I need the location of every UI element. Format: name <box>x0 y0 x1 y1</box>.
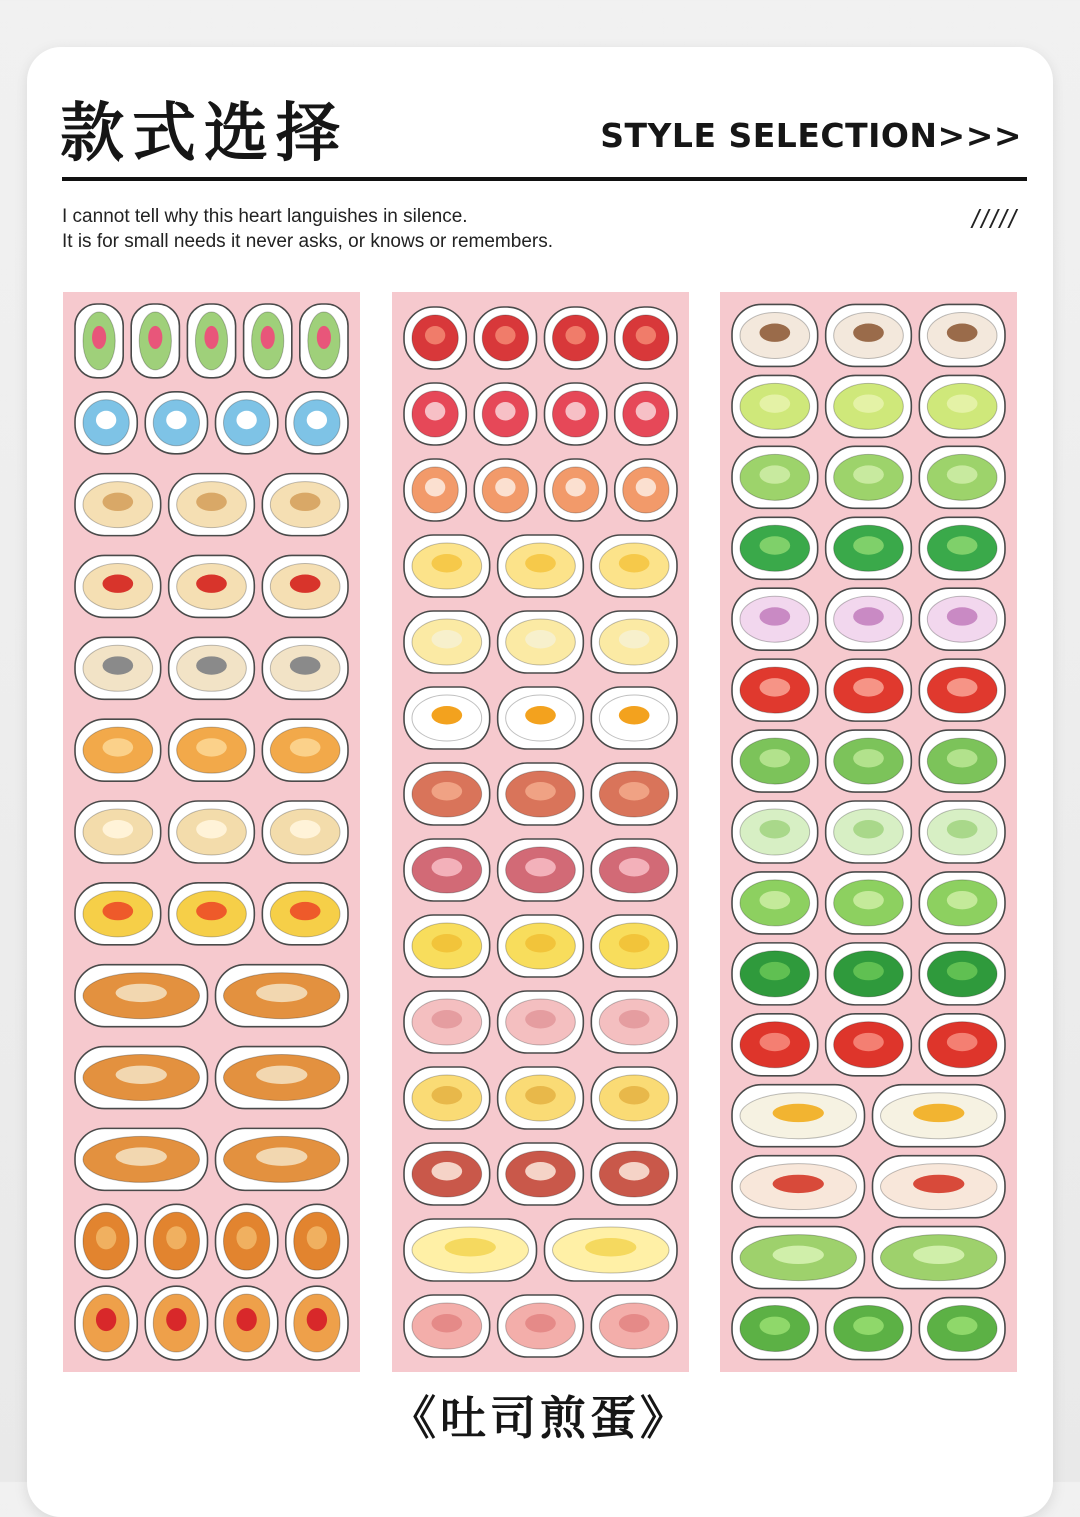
croissant-bread-sticker[interactable] <box>216 1128 349 1190</box>
croissant-bread-sticker[interactable] <box>75 1128 208 1190</box>
lettuce-sticker[interactable] <box>732 730 818 792</box>
croissant-bread-sticker[interactable] <box>75 1047 208 1109</box>
toast-ketchup-sticker[interactable] <box>169 555 255 617</box>
lettuce2-sticker[interactable] <box>826 872 912 934</box>
dango-sticker[interactable] <box>131 304 179 378</box>
ham-roll-sticker[interactable] <box>498 991 584 1053</box>
lettuce-long-sticker[interactable] <box>732 1227 865 1289</box>
tomato-sticker[interactable] <box>732 659 818 721</box>
toast-syrup-sticker[interactable] <box>169 637 255 699</box>
fried-egg-sticker[interactable] <box>498 687 584 749</box>
broccoli-sticker[interactable] <box>919 943 1005 1005</box>
slash-decoration: ///// <box>971 204 1018 234</box>
sausage-red-sticker[interactable] <box>545 307 607 369</box>
toast-sticker[interactable] <box>169 474 255 536</box>
bagel-sticker[interactable] <box>75 801 161 863</box>
mushroom-sticker[interactable] <box>732 304 818 366</box>
onion-sticker[interactable] <box>826 588 912 650</box>
flag-sticker[interactable] <box>75 392 137 454</box>
flag-sticker[interactable] <box>286 392 348 454</box>
omelet-half-sticker[interactable] <box>404 611 490 673</box>
sausage-sticker[interactable] <box>498 763 584 825</box>
bacon-sticker[interactable] <box>404 1143 490 1205</box>
style-caption: 《吐司煎蛋》 <box>390 1391 690 1445</box>
toast-ketchup-sticker[interactable] <box>75 555 161 617</box>
title-divider <box>62 177 1027 181</box>
corndog-sticker[interactable] <box>286 1286 348 1360</box>
flag-sticker[interactable] <box>145 392 207 454</box>
spam-sticker[interactable] <box>498 1295 584 1357</box>
fried-egg-sticker[interactable] <box>591 687 677 749</box>
toast-syrup-sticker[interactable] <box>262 637 348 699</box>
shrimp-round-sticker[interactable] <box>474 459 536 521</box>
swiss-sticker[interactable] <box>591 1067 677 1129</box>
strawberry-sticker[interactable] <box>474 383 536 445</box>
bacon-sticker[interactable] <box>498 1143 584 1205</box>
avocado-sticker[interactable] <box>919 375 1005 437</box>
cheese-double-sticker[interactable] <box>545 1219 678 1281</box>
shrimp-round-sticker[interactable] <box>404 459 466 521</box>
egg-slices-sticker[interactable] <box>732 1085 865 1147</box>
sticker-sheet-1[interactable] <box>63 292 360 1372</box>
strawberry-sticker[interactable] <box>404 383 466 445</box>
shrimp-round-sticker[interactable] <box>545 459 607 521</box>
avocado-sticker[interactable] <box>732 375 818 437</box>
bagel-sticker[interactable] <box>262 801 348 863</box>
dango-sticker[interactable] <box>300 304 348 378</box>
mushroom-sticker[interactable] <box>919 304 1005 366</box>
cheese-sticker[interactable] <box>591 535 677 597</box>
omelette-sticker[interactable] <box>262 883 348 945</box>
toast-sticker[interactable] <box>262 474 348 536</box>
ham-round-sticker[interactable] <box>591 839 677 901</box>
croissant-bread-sticker[interactable] <box>75 965 208 1027</box>
parsley-sticker[interactable] <box>732 1298 818 1360</box>
quote <box>62 204 553 254</box>
apple-slices-sticker[interactable] <box>732 1156 865 1218</box>
toast-ketchup-sticker[interactable] <box>262 555 348 617</box>
strawberry-sticker[interactable] <box>615 383 677 445</box>
shrimp-sticker[interactable] <box>216 1204 278 1278</box>
toast-sticker[interactable] <box>75 474 161 536</box>
omelet-half-sticker[interactable] <box>591 611 677 673</box>
scrambled-sticker[interactable] <box>591 915 677 977</box>
ham-round-sticker[interactable] <box>498 839 584 901</box>
shrimp-sticker[interactable] <box>286 1204 348 1278</box>
flag-sticker[interactable] <box>216 392 278 454</box>
cabbage-sticker[interactable] <box>919 446 1005 508</box>
scrambled-sticker[interactable] <box>404 915 490 977</box>
broccoli-sticker[interactable] <box>826 943 912 1005</box>
sausage-red-sticker[interactable] <box>404 307 466 369</box>
page-subtitle: STYLE SELECTION>>> <box>600 116 1022 155</box>
corndog-sticker[interactable] <box>145 1286 207 1360</box>
ham-round-sticker[interactable] <box>404 839 490 901</box>
peas-sticker[interactable] <box>919 517 1005 579</box>
lettuce-sticker[interactable] <box>826 730 912 792</box>
lettuce2-sticker[interactable] <box>732 872 818 934</box>
sheet-2-art <box>392 292 689 1372</box>
swiss-sticker[interactable] <box>404 1067 490 1129</box>
lettuce2-sticker[interactable] <box>919 872 1005 934</box>
dango-sticker[interactable] <box>244 304 292 378</box>
shrimp-round-sticker[interactable] <box>615 459 677 521</box>
quote-line-1: I cannot tell why this heart languishes in silence. <box>62 206 468 227</box>
omelette-sticker[interactable] <box>75 883 161 945</box>
peas-sticker[interactable] <box>826 517 912 579</box>
fried-egg-sticker[interactable] <box>404 687 490 749</box>
lettuce-sticker[interactable] <box>919 730 1005 792</box>
mushroom-sticker[interactable] <box>826 304 912 366</box>
toast-syrup-sticker[interactable] <box>75 637 161 699</box>
bacon-sticker[interactable] <box>591 1143 677 1205</box>
shrimp-sticker[interactable] <box>145 1204 207 1278</box>
strawberry-sticker[interactable] <box>545 383 607 445</box>
corndog-sticker[interactable] <box>75 1286 137 1360</box>
cheese-sticker[interactable] <box>498 535 584 597</box>
sticker-sheet-3[interactable] <box>720 292 1017 1372</box>
spam-sticker[interactable] <box>404 1295 490 1357</box>
broccoli-sticker[interactable] <box>732 943 818 1005</box>
sheet-1-art <box>63 292 360 1372</box>
cheese-double-sticker[interactable] <box>404 1219 537 1281</box>
omelette-sticker[interactable] <box>169 883 255 945</box>
parsley-sticker[interactable] <box>826 1298 912 1360</box>
dango-sticker[interactable] <box>75 304 123 378</box>
sheet-3-art <box>720 292 1017 1372</box>
sausage-sticker[interactable] <box>404 763 490 825</box>
onion-sticker[interactable] <box>732 588 818 650</box>
swiss-sticker[interactable] <box>498 1067 584 1129</box>
omelet-half-sticker[interactable] <box>498 611 584 673</box>
dango-sticker[interactable] <box>187 304 235 378</box>
sausage-sticker[interactable] <box>591 763 677 825</box>
bagel-sticker[interactable] <box>169 801 255 863</box>
tomato-sticker[interactable] <box>826 659 912 721</box>
cherry-tomato-sticker[interactable] <box>732 1014 818 1076</box>
sausage-red-sticker[interactable] <box>474 307 536 369</box>
lettuce-long-sticker[interactable] <box>873 1227 1006 1289</box>
tomato-sticker[interactable] <box>919 659 1005 721</box>
cabbage-sticker[interactable] <box>732 446 818 508</box>
ham-roll-sticker[interactable] <box>404 991 490 1053</box>
parsley-sticker[interactable] <box>919 1298 1005 1360</box>
peas-sticker[interactable] <box>732 517 818 579</box>
shrimp-sticker[interactable] <box>75 1204 137 1278</box>
croissant-bread-sticker[interactable] <box>216 1047 349 1109</box>
cucumber-sticker[interactable] <box>919 801 1005 863</box>
cabbage-sticker[interactable] <box>826 446 912 508</box>
cherry-tomato-sticker[interactable] <box>919 1014 1005 1076</box>
bun-sticker[interactable] <box>262 719 348 781</box>
cherry-tomato-sticker[interactable] <box>826 1014 912 1076</box>
egg-slices-sticker[interactable] <box>873 1085 1006 1147</box>
corndog-sticker[interactable] <box>216 1286 278 1360</box>
quote-line-2: It is for small needs it never asks, or knows or remembers. <box>62 231 553 252</box>
cucumber-sticker[interactable] <box>826 801 912 863</box>
onion-sticker[interactable] <box>919 588 1005 650</box>
bun-sticker[interactable] <box>75 719 161 781</box>
avocado-sticker[interactable] <box>826 375 912 437</box>
ham-roll-sticker[interactable] <box>591 991 677 1053</box>
sausage-red-sticker[interactable] <box>615 307 677 369</box>
sticker-sheet-2[interactable] <box>392 292 689 1372</box>
spam-sticker[interactable] <box>591 1295 677 1357</box>
bun-sticker[interactable] <box>169 719 255 781</box>
cucumber-sticker[interactable] <box>732 801 818 863</box>
apple-slices-sticker[interactable] <box>873 1156 1006 1218</box>
cheese-sticker[interactable] <box>404 535 490 597</box>
croissant-bread-sticker[interactable] <box>216 965 349 1027</box>
scrambled-sticker[interactable] <box>498 915 584 977</box>
page-title: 款式选择 <box>60 97 348 171</box>
